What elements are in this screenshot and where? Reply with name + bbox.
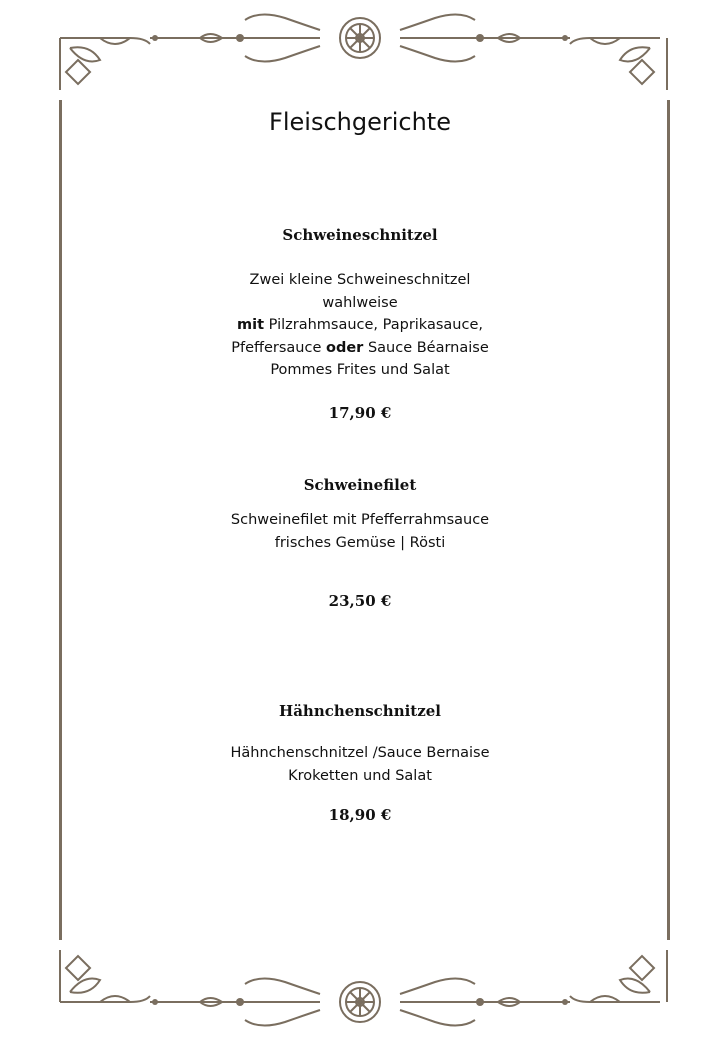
price: 23,50 € (328, 592, 392, 610)
dish-name: Schweineschnitzel (282, 226, 438, 244)
description-line: Schweinefilet mit Pfefferrahmsauce (230, 512, 490, 528)
price: 17,90 € (328, 404, 392, 422)
ornament-top (0, 0, 720, 110)
page-title: Fleischgerichte (269, 108, 451, 136)
dish-description (0, 742, 720, 787)
bold-word: oder (326, 339, 364, 356)
dish-schweineschnitzel (0, 226, 720, 244)
dish-description (0, 269, 720, 382)
description-line: Kroketten und Salat (288, 767, 432, 784)
dish-name: Schweinefilet (303, 476, 417, 494)
ornament-bottom (0, 930, 720, 1040)
dish-name: Hähnchenschnitzel (279, 702, 441, 720)
description-line (0, 337, 720, 360)
price: 18,90 € (328, 806, 392, 824)
description-text: Sauce Béarnaise (367, 339, 489, 356)
description-line (0, 314, 720, 337)
description-text: Pilzrahmsauce, Paprikasauce, (268, 317, 483, 333)
description-line: Zwei kleine Schweineschnitzel (249, 272, 471, 288)
description-line: wahlweise (322, 294, 398, 311)
description-text: Pfeffersauce (231, 339, 322, 356)
description-line: Pommes Frites und Salat (270, 362, 450, 378)
description-line: frisches Gemüse | Rösti (274, 534, 446, 551)
bold-word: mit (237, 317, 265, 333)
description-line: Hähnchenschnitzel /Sauce Bernaise (230, 745, 490, 761)
dish-description (0, 509, 720, 554)
